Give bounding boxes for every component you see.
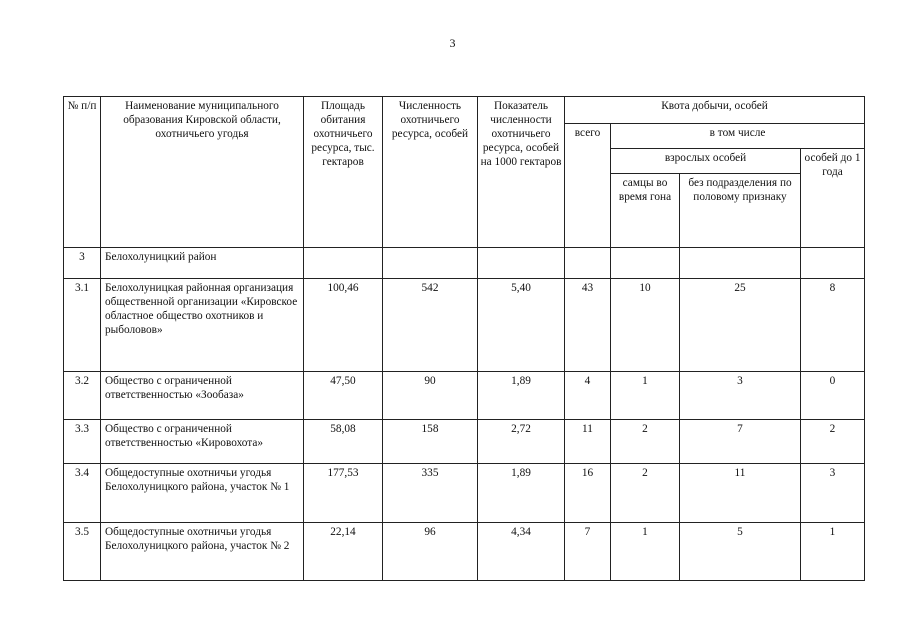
row-density: 4,34 (478, 523, 565, 581)
row-count: 96 (383, 523, 478, 581)
header-area: Площадь обитания охотничьего ресурса, тыс. гектаров (304, 97, 383, 248)
row-name: Общедоступные охотничьи угодья Белохолуницкого района, участок № 2 (101, 523, 304, 581)
header-including: в том числе (611, 124, 865, 149)
header-count: Численность охотничьего ресурса, особей (383, 97, 478, 248)
row-young: 0 (801, 372, 865, 420)
row-nosex: 7 (680, 420, 801, 464)
row-males: 1 (611, 523, 680, 581)
row-area: 22,14 (304, 523, 383, 581)
row-young: 2 (801, 420, 865, 464)
row-area: 177,53 (304, 464, 383, 523)
row-density: 2,72 (478, 420, 565, 464)
row-density: 1,89 (478, 372, 565, 420)
row-name: Белохолуницкая районная организация общественной организации «Кировское областное общество охотников и рыболовов» (101, 279, 304, 372)
row-count: 335 (383, 464, 478, 523)
row-area: 47,50 (304, 372, 383, 420)
row-nosex: 25 (680, 279, 801, 372)
table-row (64, 279, 865, 372)
header-nosex: без подразделения по половому признаку (680, 174, 801, 248)
table-row (64, 523, 865, 581)
row-count: 90 (383, 372, 478, 420)
row-total: 43 (565, 279, 611, 372)
table-row (64, 372, 865, 420)
row-total: 11 (565, 420, 611, 464)
row-area: 58,08 (304, 420, 383, 464)
header-row-1 (64, 97, 865, 124)
row-number: 3.5 (64, 523, 101, 581)
row-count: 158 (383, 420, 478, 464)
row-number: 3.3 (64, 420, 101, 464)
header-young: особей до 1 года (801, 149, 865, 248)
district-number: 3 (64, 248, 101, 279)
hunting-quota-table (63, 96, 865, 581)
row-young: 8 (801, 279, 865, 372)
district-name: Белохолуницкий район (101, 248, 304, 279)
row-males: 1 (611, 372, 680, 420)
header-number: № п/п (64, 97, 101, 248)
header-total: всего (565, 124, 611, 248)
header-males: самцы во время гона (611, 174, 680, 248)
row-number: 3.1 (64, 279, 101, 372)
row-males: 2 (611, 420, 680, 464)
page-number: 3 (449, 36, 456, 50)
table-row (64, 420, 865, 464)
row-density: 1,89 (478, 464, 565, 523)
row-name: Общество с ограниченной ответственностью «Кировохота» (101, 420, 304, 464)
row-total: 4 (565, 372, 611, 420)
row-density: 5,40 (478, 279, 565, 372)
row-name: Общество с ограниченной ответственностью «Зообаза» (101, 372, 304, 420)
row-count: 542 (383, 279, 478, 372)
row-nosex: 5 (680, 523, 801, 581)
header-name: Наименование муниципального образования Кировской области, охотничьего угодья (101, 97, 304, 248)
row-nosex: 11 (680, 464, 801, 523)
row-name: Общедоступные охотничьи угодья Белохолуницкого района, участок № 1 (101, 464, 304, 523)
row-number: 3.2 (64, 372, 101, 420)
table-row (64, 464, 865, 523)
header-quota: Квота добычи, особей (565, 97, 865, 124)
row-males: 10 (611, 279, 680, 372)
row-total: 7 (565, 523, 611, 581)
row-total: 16 (565, 464, 611, 523)
row-area: 100,46 (304, 279, 383, 372)
row-young: 3 (801, 464, 865, 523)
row-nosex: 3 (680, 372, 801, 420)
row-number: 3.4 (64, 464, 101, 523)
header-density: Показатель численности охотничьего ресурса, особей на 1000 гектаров (478, 97, 565, 248)
header-adults: взрослых особей (611, 149, 801, 174)
district-row (64, 248, 865, 279)
row-males: 2 (611, 464, 680, 523)
row-young: 1 (801, 523, 865, 581)
